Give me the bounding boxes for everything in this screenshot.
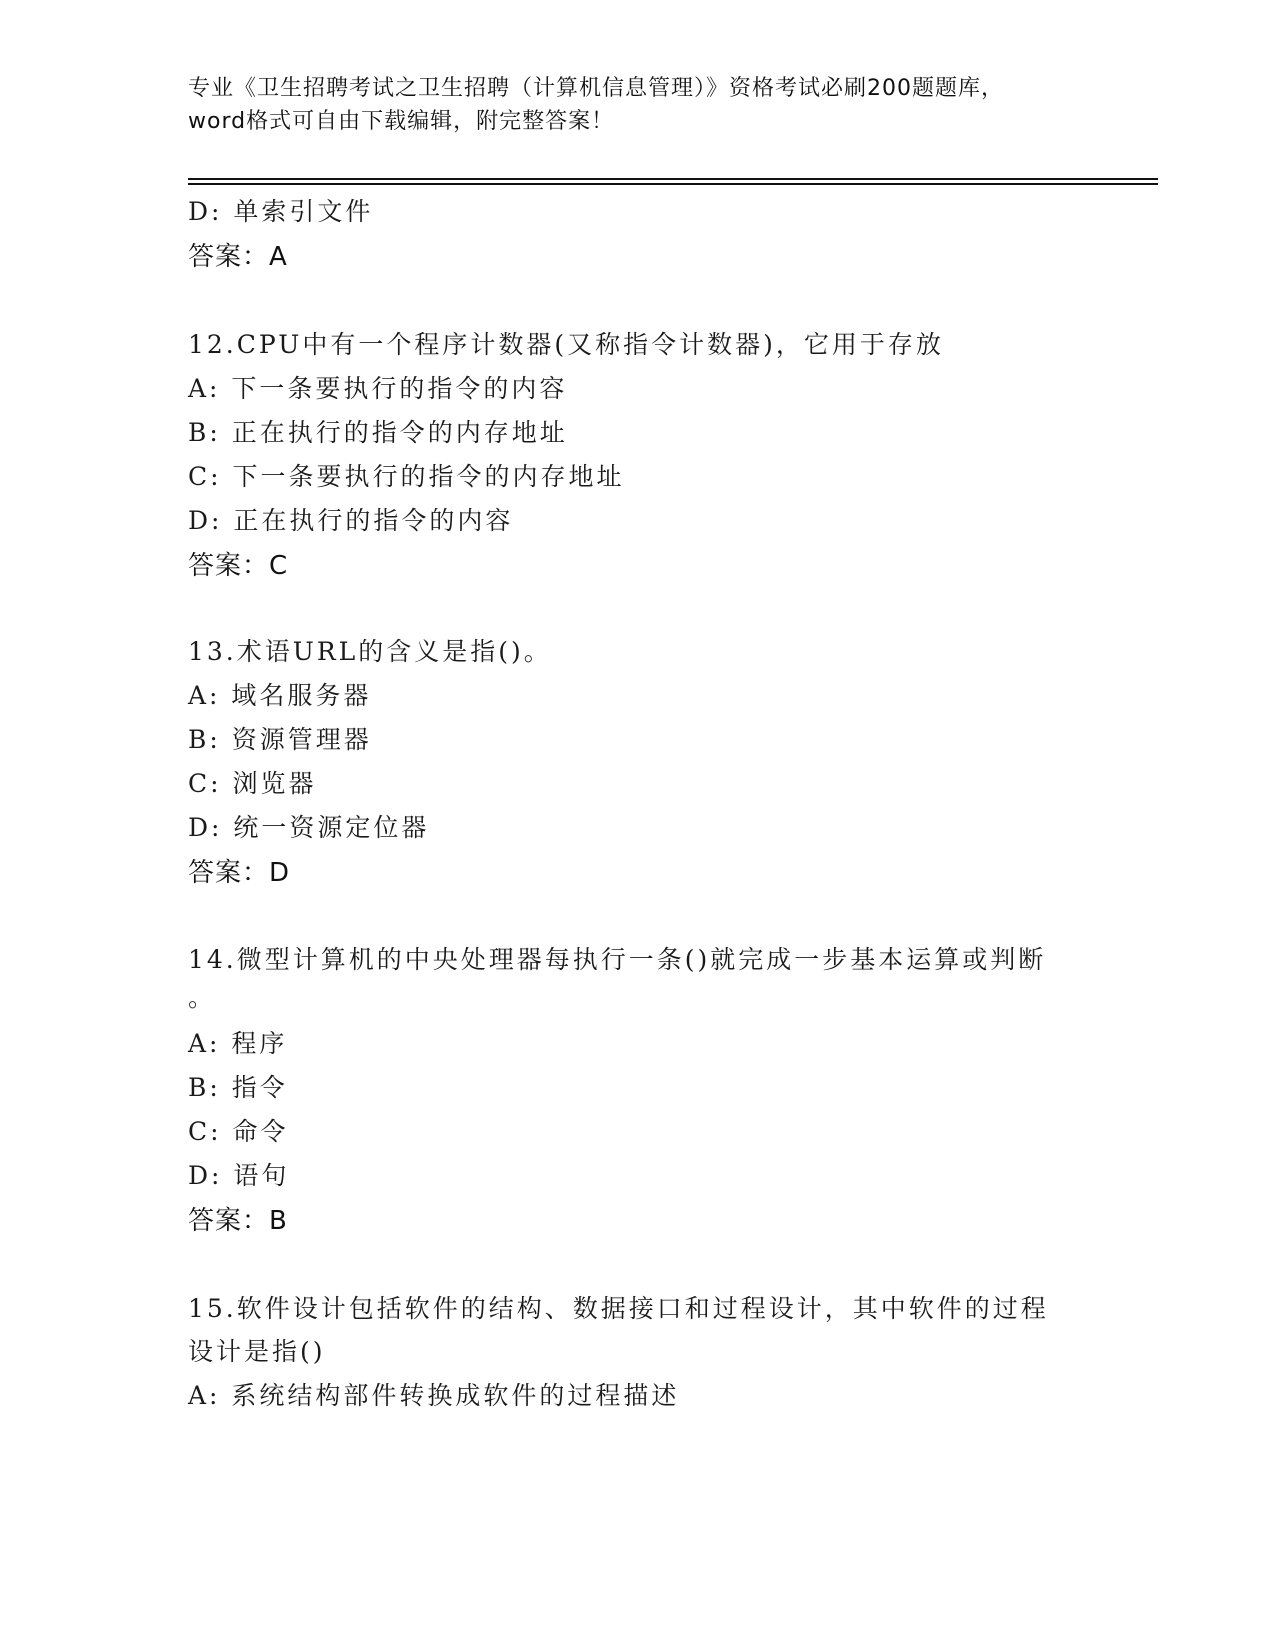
- q14-answer: 答案：B: [188, 1206, 288, 1236]
- q15-stem-line-1: 15.软件设计包括软件的结构、数据接口和过程设计，其中软件的过程: [188, 1294, 1049, 1323]
- q14-option-d: D: 语句: [188, 1161, 290, 1190]
- q11-answer: 答案：A: [188, 242, 288, 272]
- q12-option-b: B: 正在执行的指令的内存地址: [188, 418, 568, 447]
- q15-option-a: A: 系统结构部件转换成软件的过程描述: [188, 1381, 680, 1410]
- q13-option-a: A: 域名服务器: [188, 681, 372, 710]
- q14-stem-line-1: 14.微型计算机的中央处理器每执行一条()就完成一步基本运算或判断: [188, 945, 1047, 974]
- header-divider-bottom: [188, 183, 1158, 185]
- q13-option-c: C: 浏览器: [188, 769, 317, 798]
- header-divider-top: [188, 178, 1158, 180]
- q14-stem-line-2: 。: [188, 983, 217, 1012]
- q15-stem-line-2: 设计是指(): [188, 1337, 326, 1366]
- q12-option-d: D: 正在执行的指令的内容: [188, 506, 514, 535]
- q13-stem: 13.术语URL的含义是指()。: [188, 637, 552, 666]
- q12-stem: 12.CPU中有一个程序计数器(又称指令计数器)，它用于存放: [188, 330, 944, 359]
- q14-option-a: A: 程序: [188, 1029, 288, 1058]
- header-title-line-2: word格式可自由下载编辑，附完整答案！: [188, 109, 615, 134]
- q13-option-b: B: 资源管理器: [188, 725, 372, 754]
- q12-answer: 答案：C: [188, 551, 289, 581]
- q14-option-b: B: 指令: [188, 1073, 288, 1102]
- document-header: [188, 72, 1088, 138]
- header-title-line-1: 专业《卫生招聘考试之卫生招聘（计算机信息管理）》资格考试必刷200题题库，: [188, 76, 1004, 101]
- q13-option-d: D: 统一资源定位器: [188, 813, 430, 842]
- q13-answer: 答案：D: [188, 858, 291, 888]
- q14-option-c: C: 命令: [188, 1117, 289, 1146]
- q11-option-d: D: 单索引文件: [188, 197, 374, 226]
- q12-option-c: C: 下一条要执行的指令的内存地址: [188, 462, 625, 491]
- q12-option-a: A: 下一条要执行的指令的内容: [188, 374, 568, 403]
